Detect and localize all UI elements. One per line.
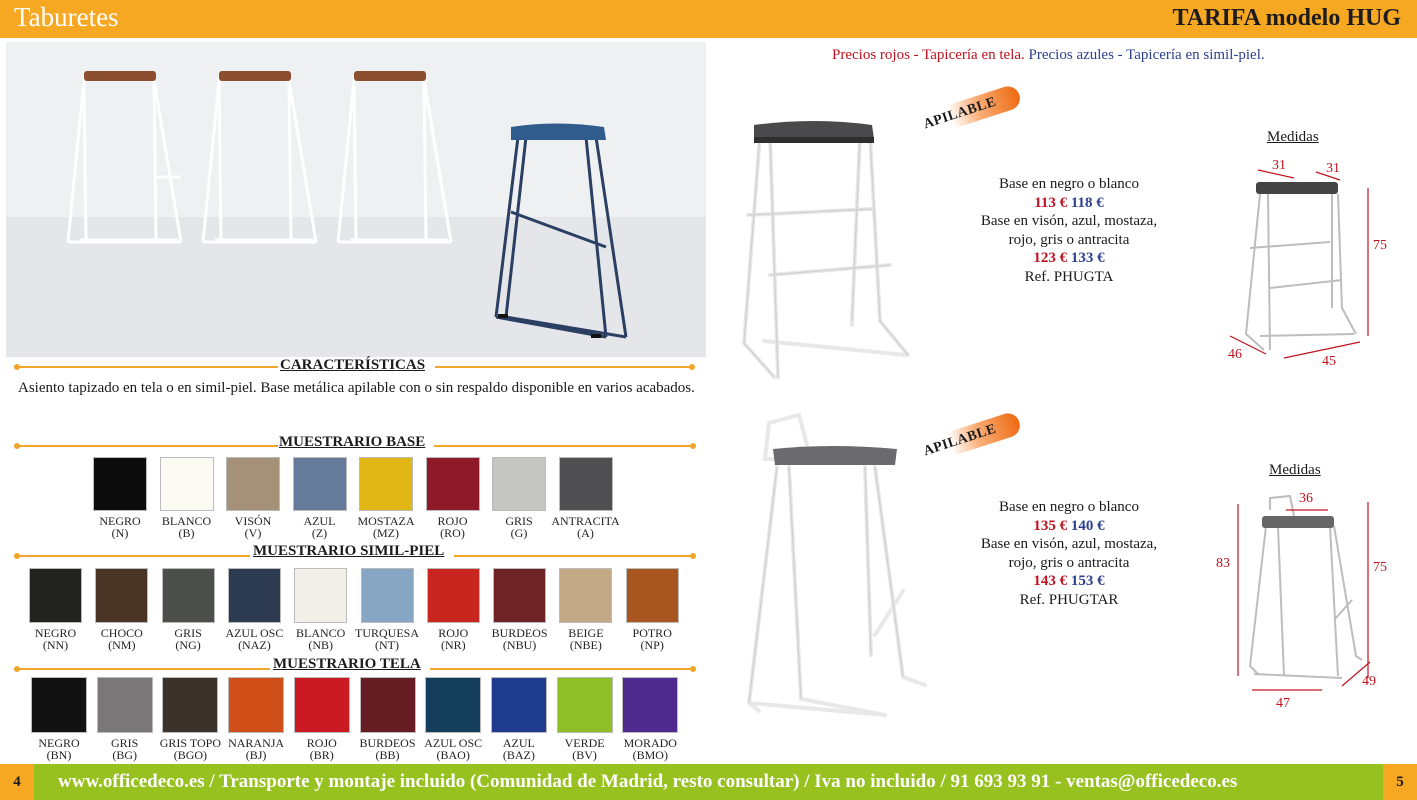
swatch-code: (V) [244, 526, 262, 540]
swatch-name: NEGRO [38, 736, 80, 750]
swatch-name: ROJO [306, 736, 337, 750]
product1-ref: Ref. PHUGTA [1024, 268, 1114, 285]
swatch-simil-9 [616, 568, 689, 651]
swatch-name: MOSTAZA [357, 514, 415, 528]
product2-dim-depth: 49 [1362, 674, 1376, 689]
section-title: Taburetes [14, 2, 119, 32]
product1-price-row-1 [954, 194, 1184, 213]
swatch-chip [493, 568, 546, 623]
swatch-tela-9 [612, 677, 688, 761]
swatch-name: MORADO [623, 736, 677, 750]
swatch-base-4 [349, 457, 423, 539]
swatch-chip [226, 457, 280, 511]
swatch-chip [361, 568, 414, 623]
badge-apilable-2: APILABLE [909, 410, 1023, 467]
product1-dimension-drawing [1220, 158, 1400, 368]
swatch-code: (B) [178, 526, 195, 540]
page-number-right: 5 [1383, 764, 1417, 800]
swatch-simil-7 [483, 568, 556, 651]
swatch-chip [293, 457, 347, 511]
swatch-tela-5 [350, 677, 426, 761]
swatch-base-0 [83, 457, 157, 539]
swatch-name: AZUL [502, 736, 535, 750]
tela-rule-dot-right [690, 666, 696, 672]
swatch-tela-1 [87, 677, 163, 761]
swatch-chip [559, 568, 612, 623]
swatch-code: (N) [111, 526, 129, 540]
tela-rule-right [430, 668, 694, 670]
swatch-chip [427, 568, 480, 623]
swatch-chip [228, 677, 284, 733]
swatch-chip [294, 568, 347, 623]
swatch-chip [360, 677, 416, 733]
swatch-chip [160, 457, 214, 511]
swatch-chip [97, 677, 153, 733]
swatch-code: (Z) [311, 526, 328, 540]
swatch-base-6 [482, 457, 556, 539]
swatch-chip [626, 568, 679, 623]
swatch-base-1 [150, 457, 224, 539]
swatch-name: AZUL [303, 514, 336, 528]
product2-price-red-2: 143 € [1033, 573, 1068, 589]
product2-price-row-1 [954, 517, 1184, 536]
swatch-base-3 [283, 457, 357, 539]
simil-samples-title: MUESTRARIO SIMIL-PIEL [253, 543, 445, 559]
swatch-base-7 [549, 457, 623, 539]
product1-dim-height: 75 [1373, 238, 1387, 253]
price-legend [832, 47, 1265, 64]
characteristics-rule-dot-right [689, 364, 695, 370]
swatch-tela-0 [21, 677, 97, 761]
swatch-code: (BB) [375, 748, 400, 762]
swatch-code: (NAZ) [238, 638, 271, 652]
swatch-name: BLANCO [161, 514, 212, 528]
swatch-chip [162, 677, 218, 733]
characteristics-title: CARACTERÍSTICAS [280, 357, 426, 373]
swatch-code: (NM) [108, 638, 136, 652]
swatch-chip [559, 457, 613, 511]
swatch-code: (BJ) [245, 748, 267, 762]
product2-base-line-3: rojo, gris o antracita [1008, 554, 1130, 571]
swatch-code: (NT) [375, 638, 399, 652]
swatch-chip [359, 457, 413, 511]
swatch-name: GRIS [505, 514, 533, 528]
stool-phugta-image [730, 115, 920, 385]
swatch-chip [426, 457, 480, 511]
product2-measures-title: Medidas [1269, 462, 1321, 478]
swatch-name: GRIS [111, 736, 139, 750]
swatch-simil-1 [85, 568, 158, 651]
product1-price-red-2: 123 € [1033, 250, 1068, 266]
swatch-name: BURDEOS [359, 736, 416, 750]
swatch-name: CHOCO [100, 626, 143, 640]
base-rule-dot-left [14, 443, 20, 449]
legend-blue: Precios azules - Tapicería en simil-piel. [1028, 47, 1265, 63]
swatch-tela-2 [152, 677, 228, 761]
swatch-name: NEGRO [99, 514, 141, 528]
product1-dim-width: 45 [1322, 354, 1336, 369]
product2-base-line-2: Base en visón, azul, mostaza, [980, 536, 1158, 552]
swatch-name: NEGRO [34, 626, 77, 640]
swatch-tela-7 [481, 677, 557, 761]
product1-base-line-2: Base en visón, azul, mostaza, [980, 213, 1158, 229]
swatch-code: (BAZ) [502, 748, 535, 762]
swatch-name: AZUL OSC [225, 626, 284, 640]
legend-red: Precios rojos - Tapicería en tela. [832, 47, 1025, 63]
tela-samples-title: MUESTRARIO TELA [273, 656, 421, 672]
swatch-code: (BR) [309, 748, 334, 762]
footer-bar [0, 764, 1417, 800]
swatch-code: (NP) [640, 638, 664, 652]
swatch-chip [31, 677, 87, 733]
swatch-code: (BN) [46, 748, 72, 762]
product1-price-blue-1: 118 € [1070, 194, 1104, 211]
product1-base-line: Base en negro o blanco [999, 176, 1139, 192]
product1-price-blue-2: 133 € [1070, 250, 1105, 266]
swatch-base-2 [216, 457, 290, 539]
swatch-code: (RO) [440, 526, 465, 540]
swatch-chip [294, 677, 350, 733]
swatch-tela-4 [284, 677, 360, 761]
swatch-name: TURQUESA [354, 626, 419, 640]
product1-price-row-2 [954, 249, 1184, 268]
product1-measures-title: Medidas [1267, 129, 1319, 145]
page-title: TARIFA modelo HUG [1172, 5, 1401, 31]
swatch-name: AZUL OSC [424, 736, 483, 750]
header-divider [0, 38, 1417, 41]
swatch-tela-6 [415, 677, 491, 761]
swatch-base-5 [416, 457, 490, 539]
swatch-code: (BV) [572, 748, 597, 762]
product2-price-row-2 [954, 572, 1184, 591]
product1-price-red-1: 113 € [1034, 194, 1068, 211]
swatch-code: (NBE) [569, 638, 602, 652]
page-number-left: 4 [0, 764, 34, 800]
product2-price-blue-2: 153 € [1070, 573, 1105, 589]
footer-contact-text: www.officedeco.es / Transporte y montaje incluido (Comunidad de Madrid, resto consultar) / Iva no incluido / 91 693 93 91 - ventas@officedeco.es [58, 771, 1238, 792]
swatch-simil-6 [417, 568, 490, 651]
swatch-chip [492, 457, 546, 511]
swatch-tela-8 [547, 677, 623, 761]
swatch-chip [557, 677, 613, 733]
tela-rule-dot-left [14, 666, 20, 672]
swatch-name: VERDE [564, 736, 605, 750]
swatch-name: BLANCO [296, 626, 346, 640]
base-rule-left [16, 445, 278, 447]
product1-dim-top-right: 31 [1326, 161, 1340, 176]
base-rule-dot-right [690, 443, 696, 449]
characteristics-rule-right [435, 366, 693, 368]
swatch-code: (BMO) [632, 748, 668, 762]
swatch-name: ANTRACITA [551, 514, 620, 528]
base-rule-right [434, 445, 694, 447]
swatch-name: BURDEOS [491, 626, 548, 640]
simil-rule-dot-left [14, 553, 20, 559]
swatch-chip [95, 568, 148, 623]
header-bar [0, 0, 1417, 38]
product2-price-block [954, 498, 1184, 609]
product2-ref: Ref. PHUGTAR [1019, 591, 1119, 608]
swatch-name: POTRO [632, 626, 672, 640]
swatch-code: (BAO) [436, 748, 470, 762]
swatch-code: (NB) [308, 638, 334, 652]
swatch-name: ROJO [437, 514, 468, 528]
simil-rule-left [16, 555, 250, 557]
swatch-name: BEIGE [568, 626, 604, 640]
swatch-code: (G) [510, 526, 528, 540]
swatch-chip [228, 568, 281, 623]
swatch-chip [622, 677, 678, 733]
swatch-code: (NN) [42, 638, 69, 652]
swatch-tela-3 [218, 677, 294, 761]
swatch-simil-8 [549, 568, 622, 651]
swatch-simil-0 [19, 568, 92, 651]
swatch-name: ROJO [438, 626, 469, 640]
swatch-simil-5 [351, 568, 424, 651]
product2-dimension-drawing [1230, 490, 1400, 705]
stool-phugtar-image [735, 405, 935, 725]
swatch-chip [491, 677, 547, 733]
product2-dim-seat-height: 75 [1373, 560, 1387, 575]
product1-dim-depth: 46 [1228, 347, 1242, 362]
swatch-name: GRIS [174, 626, 202, 640]
swatch-simil-4 [284, 568, 357, 651]
swatch-chip [425, 677, 481, 733]
product1-base-line-3: rojo, gris o antracita [1008, 231, 1130, 248]
tela-rule-left [16, 668, 270, 670]
swatch-code: (NR) [440, 638, 466, 652]
product1-price-block [954, 175, 1184, 286]
swatch-code: (MZ) [373, 526, 399, 540]
product2-price-blue-1: 140 € [1070, 517, 1105, 534]
simil-rule-right [454, 555, 694, 557]
swatch-code: (BG) [112, 748, 138, 762]
swatch-name: GRIS TOPO [159, 736, 222, 750]
characteristics-rule-left [16, 366, 278, 368]
product2-base-line: Base en negro o blanco [999, 499, 1139, 515]
swatch-code: (NBU) [502, 638, 537, 652]
swatch-simil-3 [218, 568, 291, 651]
product-photo [6, 42, 706, 357]
swatch-code: (A) [577, 526, 594, 540]
product1-dim-top-left: 31 [1272, 158, 1286, 173]
badge-apilable-1: APILABLE [909, 83, 1023, 140]
swatch-simil-2 [152, 568, 225, 651]
swatch-name: NARANJA [228, 736, 285, 750]
product2-dim-back: 36 [1299, 491, 1313, 506]
swatch-code: (BGO) [173, 748, 208, 762]
swatch-chip [162, 568, 215, 623]
product2-dim-width: 47 [1276, 696, 1290, 711]
swatch-code: (NG) [175, 638, 201, 652]
stools-photo-illustration [6, 42, 706, 357]
swatch-name: VISÓN [234, 514, 272, 528]
simil-rule-dot-right [690, 553, 696, 559]
swatch-chip [93, 457, 147, 511]
characteristics-rule-dot-left [14, 364, 20, 370]
characteristics-text: Asiento tapizado en tela o en simil-piel. Base metálica apilable con o sin respaldo disponible en varios acabados. [18, 380, 695, 396]
swatch-chip [29, 568, 82, 623]
base-samples-title: MUESTRARIO BASE [279, 434, 426, 450]
product2-dim-total-height: 83 [1216, 556, 1230, 571]
product2-price-red-1: 135 € [1033, 517, 1068, 534]
